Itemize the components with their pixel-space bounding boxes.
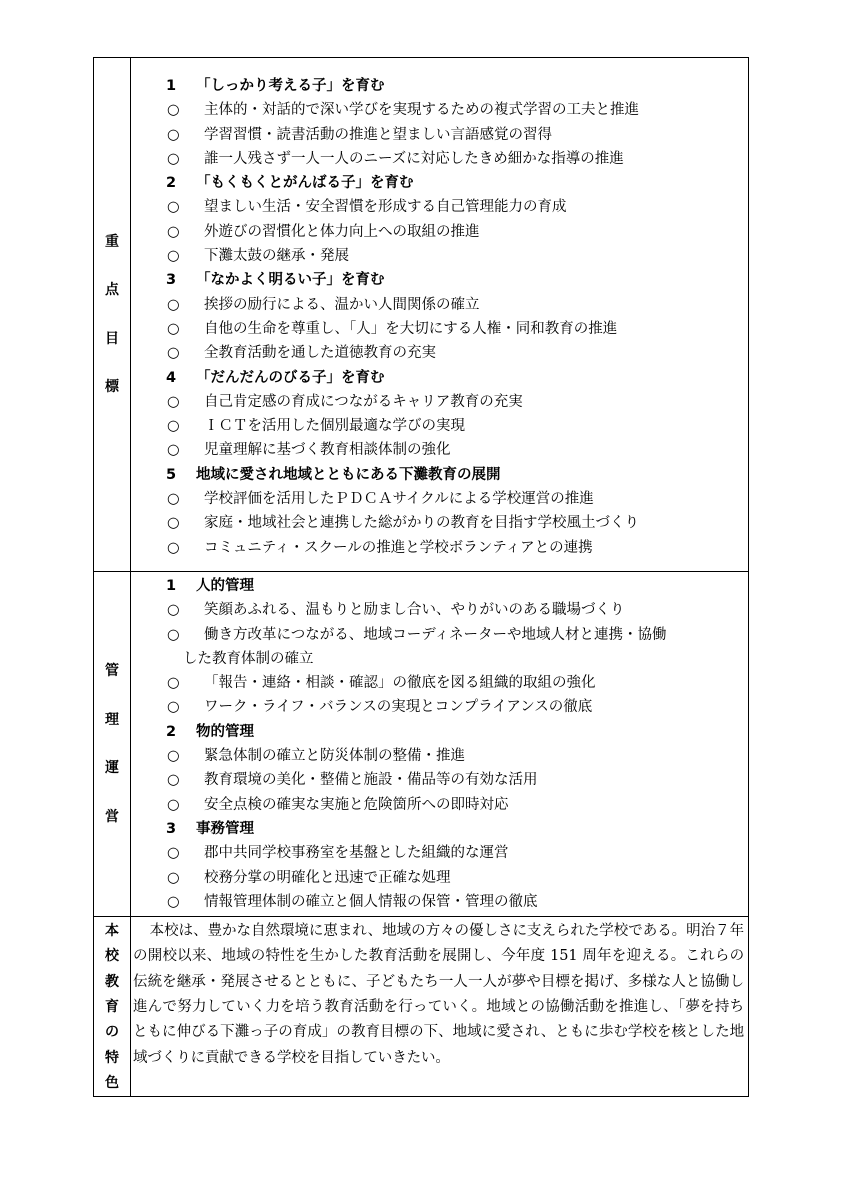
- list-item: ○ 主体的・対話的で深い学びを実現するための複式学習の工夫と推進: [167, 102, 639, 119]
- list-item: ○ 情報管理体制の確立と個人情報の保管・管理の徹底: [167, 893, 538, 910]
- list-item: ○ 校務分掌の明確化と迅速で正確な処理: [167, 869, 451, 886]
- management-row: [94, 572, 749, 917]
- focus-heading-4: 4 「だんだんのびる子」を育む: [166, 369, 385, 386]
- list-item: ○ 家庭・地域社会と連携した総がかりの教育を目指す学校風土づくり: [167, 515, 639, 532]
- list-item-continuation: した教育体制の確立: [183, 650, 314, 667]
- management-heading-3: 3 事務管理: [166, 820, 254, 837]
- management-heading-2: 2 物的管理: [166, 723, 254, 740]
- list-item: ○ 自己肯定感の育成につながるキャリア教育の充実: [167, 393, 523, 410]
- focus-heading-1: 1 「しっかり考える子」を育む: [166, 78, 385, 94]
- focus-goals-row: [94, 58, 749, 572]
- list-item: ○ 下灘太鼓の継承・発展: [167, 248, 349, 265]
- list-item: ○ 誰一人残さず一人一人のニーズに対応したきめ細かな指導の推進: [167, 150, 624, 167]
- list-item: ○ 学習習慣・読書活動の推進と望ましい言語感覚の習得: [167, 126, 552, 143]
- list-item: ○ 望ましい生活・安全習慣を形成する自己管理能力の育成: [167, 199, 567, 216]
- list-item: ○ 全教育活動を通した道徳教育の充実: [167, 345, 436, 362]
- focus-goals-label: 重 点 目 標: [94, 58, 131, 572]
- list-item: ○ ＩＣＴを活用した個別最適な学びの実現: [167, 418, 465, 435]
- list-item: ○ 自他の生命を尊重し、「人」を大切にする人権・同和教育の推進: [167, 320, 618, 337]
- list-item: ○ 教育環境の美化・整備と施設・備品等の有効な活用: [167, 772, 538, 789]
- list-item: ○ 児童理解に基づく教育相談体制の強化: [167, 442, 451, 459]
- focus-heading-2: 2 「もくもくとがんばる子」を育む: [166, 175, 414, 192]
- focus-heading-3: 3 「なかよく明るい子」を育む: [166, 272, 385, 289]
- list-item: ○ ワーク・ライフ・バランスの実現とコンプライアンスの徹底: [167, 699, 593, 716]
- features-label: 本 校 教 育 の 特 色: [94, 917, 131, 1097]
- management-label: 管 理 運 営: [94, 572, 131, 917]
- features-content: [131, 917, 759, 1097]
- list-item: ○ 「報告・連絡・相談・確認」の徹底を図る組織的取組の強化: [167, 675, 596, 692]
- focus-heading-5: 5 地域に愛され地域とともにある下灘教育の展開: [166, 466, 501, 483]
- list-item: ○ 挨拶の励行による、温かい人間関係の確立: [167, 296, 480, 313]
- list-item: ○ 安全点検の確実な実施と危険箇所への即時対応: [167, 796, 509, 813]
- list-item: ○ 笑顔あふれる、温もりと励まし合い、やりがいのある職場づくり: [167, 602, 625, 619]
- list-item: ○ 郡中共同学校事務室を基盤とした組織的な運営: [167, 845, 509, 862]
- list-item: ○ 外遊びの習慣化と体力向上への取組の推進: [167, 223, 480, 240]
- list-item: ○ コミュニティ・スクールの推進と学校ボランティアとの連携: [167, 539, 593, 556]
- school-plan-table: [93, 57, 759, 1097]
- management-heading-1: 1 人的管理: [166, 578, 254, 594]
- list-item: ○ 緊急体制の確立と防災体制の整備・推進: [167, 748, 465, 765]
- features-row: [94, 917, 749, 1097]
- list-item: ○ 学校評価を活用したＰＤＣＡサイクルによる学校運営の推進: [167, 491, 594, 508]
- focus-goals-content: [131, 58, 749, 572]
- features-paragraph: 本校は、豊かな自然環境に恵まれ、地域の方々の優しさに支えられた学校である。明治７年の開校以来、地域の特性を生かした教育活動を展開し、今年度 151 周年を迎える。これらの伝統を継承・発展させるとともに、子どもたち一人一人が夢や目標を掲げ、多様な人と協働し進んで努力していく力を培う教育活動を行っていく。地域との協働活動を推進し、「夢を持ち ともに伸びる下灘っ子の育成」の教育目標の下、地域に愛され、ともに歩む学校を核とした地域づくりに貢献できる学校を目指していきたい。: [133, 923, 759, 1066]
- management-content: [131, 572, 749, 917]
- list-item: ○ 働き方改革につながる、地域コーディネーターや地域人材と連携・協働: [167, 626, 667, 643]
